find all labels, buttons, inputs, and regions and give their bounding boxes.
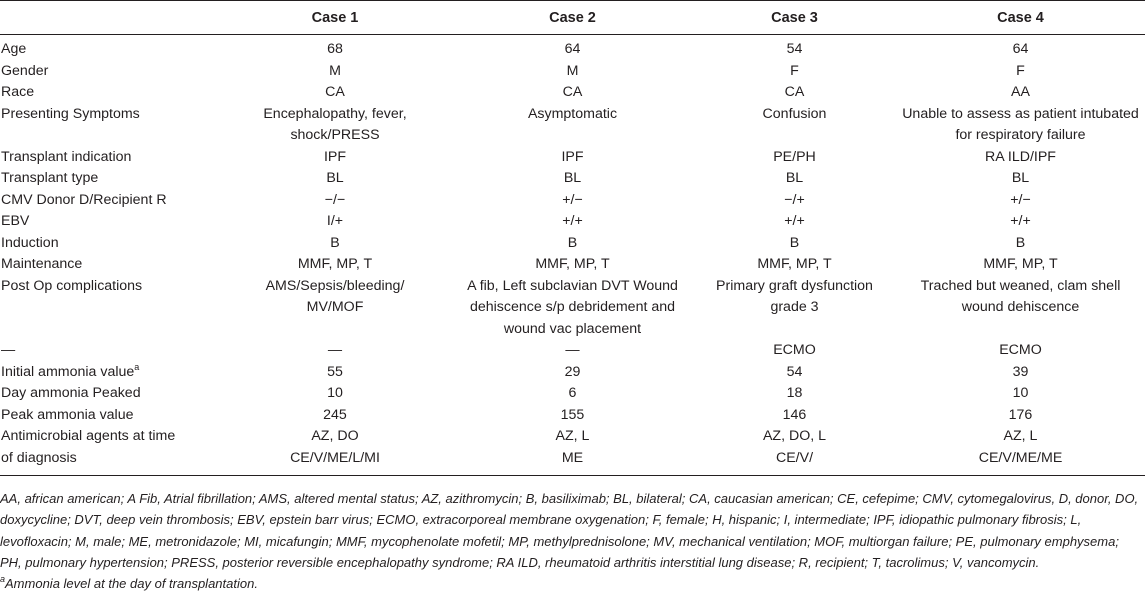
table-cell: B <box>567 234 578 251</box>
table-cell: MMF, MP, T <box>757 256 832 272</box>
table-cell: AZ, L <box>1003 428 1038 444</box>
table-cell: A fib, Left subclavian DVT Wound dehiscence s/p debridement and wound vac placement <box>467 277 678 337</box>
row-label: Post Op complications <box>1 277 143 294</box>
row-label: Gender <box>1 62 49 79</box>
table-cell: ECMO <box>999 342 1042 358</box>
table-cell: CE/V/ <box>693 448 896 476</box>
table-cell: M <box>566 62 579 79</box>
table-cell: 54 <box>786 363 803 380</box>
table-cell: AA <box>1011 84 1030 100</box>
table-cell: Unable to assess as patient intubated for respiratory failure <box>902 105 1139 143</box>
table-cell: +/+ <box>1010 213 1031 229</box>
table-cell: BL <box>1011 170 1030 186</box>
row-label: Peak ammonia value <box>1 406 134 423</box>
table-cell: +/− <box>562 191 583 208</box>
table-row <box>0 233 1145 255</box>
row-label: Day ammonia Peaked <box>1 385 141 401</box>
table-row <box>0 254 1145 276</box>
table-cell: I/+ <box>326 213 344 229</box>
table-cell: BL <box>563 170 582 186</box>
table-cell: Asymptomatic <box>527 105 618 122</box>
table-row <box>0 211 1145 233</box>
table-cell: −/+ <box>784 191 805 208</box>
table-cell: ME <box>452 448 693 476</box>
ammonia-footnote <box>0 573 1140 594</box>
table-cell: 6 <box>568 385 577 401</box>
table-cell: 10 <box>327 385 343 401</box>
header-cell-case-1: Case 1 <box>218 1 452 35</box>
table-cell: F <box>1016 62 1025 79</box>
table-cell: B <box>330 234 340 251</box>
table-cell: MMF, MP, T <box>297 256 373 272</box>
table-cell: 245 <box>323 406 347 423</box>
table-cell: MMF, MP, T <box>983 256 1058 272</box>
footnote-marker: a <box>134 361 140 372</box>
table-cell: 64 <box>1012 41 1029 57</box>
row-label-text: Initial ammonia value <box>1 363 135 380</box>
row-label: Transplant type <box>1 170 99 186</box>
table-cell: AZ, DO <box>311 428 359 444</box>
table-cell: −/− <box>324 191 346 208</box>
table-cell: 10 <box>1012 385 1029 401</box>
table-cell: AZ, DO, L <box>762 428 827 444</box>
abbreviations-footnote: AA, african american; A Fib, Atrial fibrillation; AMS, altered mental status; AZ, azithromycin; B, basiliximab; BL, bilateral; CA, caucasian american; CE, cefepime; CMV, cytomegalovirus, D, donor, DO, doxycycline; DVT, deep vein thrombosis; EBV, epstein barr virus; ECMO, extracorporeal membrane oxygenation; F, female; H, hispanic; I, intermediate; IPF, idiopathic pulmonary fibrosis; L, levofloxacin; M, male; ME, metronidazole; MI, micafungin; MMF, mycophenolate mofetil; MP, methylprednisolone; MV, mechanical ventilation; MOF, multiorgan failure; PE, pulmonary emphysema; PH, pulmonary hypertension; PRESS, posterior reversible encephalopathy syndrome; RA ILD, rheumatoid arthritis interstitial lung disease; R, recipient; T, tacrolimus; V, vancomycin. <box>0 491 1139 570</box>
table-cell: M <box>329 62 341 79</box>
row-label: Maintenance <box>1 256 83 272</box>
header-cell-case-4: Case 4 <box>896 1 1145 35</box>
table-row <box>0 61 1145 83</box>
table-cell: RA ILD/IPF <box>985 148 1056 165</box>
row-label: EBV <box>1 213 30 229</box>
table-cell: 64 <box>564 41 581 57</box>
row-label: of diagnosis <box>0 448 218 476</box>
table-cell: — <box>327 342 343 358</box>
table-cell: BL <box>326 170 344 186</box>
table-cell: CE/V/ME/L/MI <box>218 448 452 476</box>
header-row <box>0 1 1145 35</box>
table-cell: IPF <box>561 148 584 165</box>
table-cell: Trached but weaned, clam shell wound dehiscence <box>920 277 1121 315</box>
header-cell-case-3: Case 3 <box>693 1 896 35</box>
table-row <box>0 340 1145 362</box>
table-cell: +/− <box>1010 191 1031 208</box>
row-label: — <box>1 342 16 358</box>
table-cell: Primary graft dysfunction grade 3 <box>716 277 873 315</box>
table-cell: 29 <box>564 363 581 380</box>
table-cell: — <box>565 342 580 358</box>
table-cell: CA <box>784 84 805 100</box>
table-cell: +/+ <box>784 213 805 229</box>
table-row <box>0 168 1145 190</box>
table-cell: 54 <box>786 41 803 57</box>
table-cell: 18 <box>786 385 803 401</box>
row-label: Race <box>1 84 35 100</box>
table-cell: PE/PH <box>773 148 816 165</box>
table-cell: CA <box>325 84 345 100</box>
row-label: Age <box>1 41 27 57</box>
table-cell: CA <box>562 84 583 100</box>
table-cell: 146 <box>782 406 807 423</box>
table-row <box>0 276 1145 341</box>
table-cell: B <box>789 234 800 251</box>
footnote-marker: a <box>0 574 6 585</box>
table-row <box>0 147 1145 169</box>
row-label: Induction <box>1 234 59 251</box>
table-row <box>0 82 1145 104</box>
table-cell: 55 <box>327 363 343 380</box>
table-cell: +/+ <box>562 213 583 229</box>
row-label: Presenting Symptoms <box>1 105 140 122</box>
table-row <box>0 35 1145 61</box>
table-cell: Encephalopathy, fever, shock/PRESS <box>263 105 407 143</box>
table-row <box>0 448 1145 476</box>
table-row <box>0 405 1145 427</box>
table-cell: 176 <box>1008 406 1033 423</box>
table-cell: AZ, L <box>555 428 590 444</box>
ammonia-footnote-text: Ammonia level at the day of transplantation. <box>5 576 258 592</box>
table-cell: 68 <box>327 41 343 57</box>
table-cell: IPF <box>323 148 347 165</box>
table-cell: 39 <box>1012 363 1029 380</box>
table-cell: F <box>790 62 799 79</box>
table-cell: CE/V/ME/ME <box>896 448 1145 476</box>
table-row <box>0 383 1145 405</box>
row-label: Antimicrobial agents at time <box>1 428 176 444</box>
table-cell: B <box>1015 234 1026 251</box>
table-row <box>0 426 1145 448</box>
table-row <box>0 190 1145 212</box>
table-row <box>0 104 1145 147</box>
table-cell: Confusion <box>762 105 827 122</box>
table-cell: MMF, MP, T <box>535 256 610 272</box>
header-cell-label <box>0 1 218 35</box>
row-label: CMV Donor D/Recipient R <box>1 191 167 208</box>
row-label: Transplant indication <box>1 148 132 165</box>
header-cell-case-2: Case 2 <box>452 1 693 35</box>
table-cell: ECMO <box>773 342 816 358</box>
table-cell: BL <box>785 170 804 186</box>
table-row <box>0 362 1145 384</box>
table-cell: AMS/Sepsis/bleeding/ MV/MOF <box>265 277 405 315</box>
table-cell: 155 <box>560 406 585 423</box>
table-footnotes <box>0 488 1140 594</box>
row-label <box>0 362 218 384</box>
